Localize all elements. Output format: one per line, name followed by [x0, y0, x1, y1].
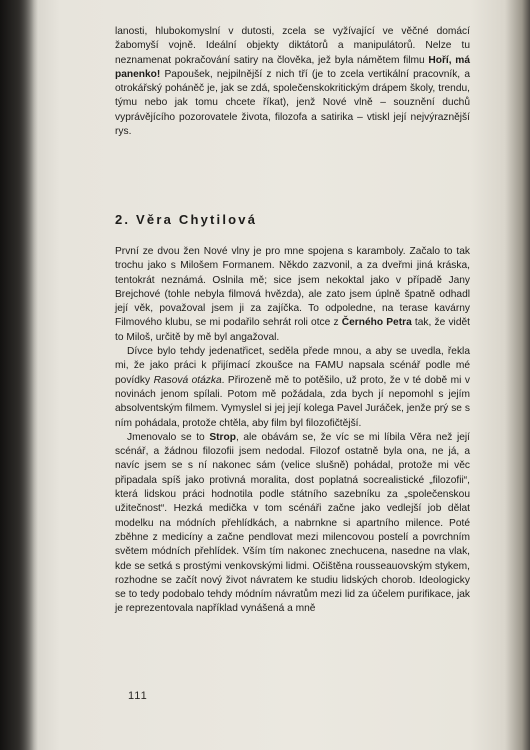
section-body	[115, 245, 470, 617]
film-title-cerny-petr: Černého Petra	[341, 317, 412, 329]
body-paragraph-1	[115, 245, 470, 345]
story-title-rasova-otazka: Rasová otázka	[153, 374, 222, 386]
body-paragraph-3-text-b: , ale obávám se, že víc se mi líbila Věra než její scénář, a žádnou filozofii jsem nedodal. Filozof ostatně byla ona, ne já, a navíc jsem se s ní nakonec sám (velice slušně) pohádal, protože mi věc připadala spíš jako protivná moralita, dost poplatná socrealistické „filozofii“, která lidskou práci hodnotila podle státního sazebníku za „společenskou užitečnost“. Hezká medička v tom scénáři začne jako vedlejší job dělat modelku na módních přehlídkách, a nabrnkne si apartního milence. Poté zběhne z medicíny a začne pendlovat mezi milencovou postelí a povrchním světem módních přehlídek. Vším tím nakonec znechucena, nasedne na vlak, kde se setká s prostými venkovskými lidmi. Očištěna rousseauovským stykem, rozhodne se začít nový život návratem ke studiu lidských chorob. Ideologicky se to tedy podobalo tehdy módním návratům mezi lid za účelem purifikace, jak je reprezentovala například vynášená a mně	[115, 431, 470, 615]
film-title-strop: Strop	[209, 431, 236, 443]
section-heading: 2. Věra Chytilová	[115, 212, 258, 227]
top-paragraph-block	[115, 25, 470, 139]
body-paragraph-3	[115, 431, 470, 617]
top-paragraph	[115, 25, 470, 139]
body-paragraph-2-text-b: . Přirozeně mě to potěšilo, už proto, že v té době mi v novinách jenom spílali. Potom mě požádala, zda bych jí nepomohl s jejím absolventským filmem. Vymyslel si jej její kolega Pavel Juráček, jenže prý se s ním pohádala, protože chtěla, aby film byl filozofičtější.	[115, 374, 470, 429]
body-paragraph-2-text-a: Dívce bylo tehdy jedenatřicet, seděla přede mnou, a aby se uvedla, řekla mi, že jako práci k přijímací zkoušce na FAMU napsala scénář podle mé povídky	[115, 346, 470, 386]
top-paragraph-text-1: lanosti, hlubokomyslní v dutosti, zcela se vyžívající ve věčné domácí žabomyší vojně. Ideální objekty diktátorů a manipulátorů. Nelze tu neznamenat pokračování satiry na člověka, jež byla námětem filmu	[115, 26, 470, 66]
top-paragraph-text-2: Papoušek, nejpilnější z nich tří (je to zcela vertikální pracovník, a otrokářský poháněč je, jak se zdá, společenskokritickým drápem školy, trendu, týmu nebo jak tomu chcete říkat), jenž Nové vlně – souznění duchů vyprávějícího pozorovatele života, filozofa a satirika – vtiskl její nejvýraznější rys.	[115, 68, 470, 138]
book-gutter-shadow	[0, 0, 38, 750]
film-title-hori: Hoří, má panenko!	[115, 54, 470, 80]
body-paragraph-1-text-b: tak, že vidět to Miloš, určitě by mě byl angažoval.	[115, 317, 470, 343]
body-paragraph-3-text-a: Jmenovalo se to	[127, 431, 210, 443]
body-paragraph-1-text-a: První ze dvou žen Nové vlny je pro mne spojena s karamboly. Začalo to tak trochu jako s Milošem Formanem. Někdo zazvonil, a za dveřmi jiná kráska, tentokrát neznámá. Oslnila mě; sice jsem nekoktal jako v případě Jany Brejchové (tohle nebyla filmová hvězda), ale zato jsem úplně špatně odhadl její věk, považoval jsem ji za zajíčka. To odpoledne, na terase kavárny Filmového klubu, se mi podařilo sehrát roli otce z	[115, 246, 470, 329]
page-number: 111	[128, 690, 148, 702]
body-paragraph-2	[115, 345, 470, 431]
